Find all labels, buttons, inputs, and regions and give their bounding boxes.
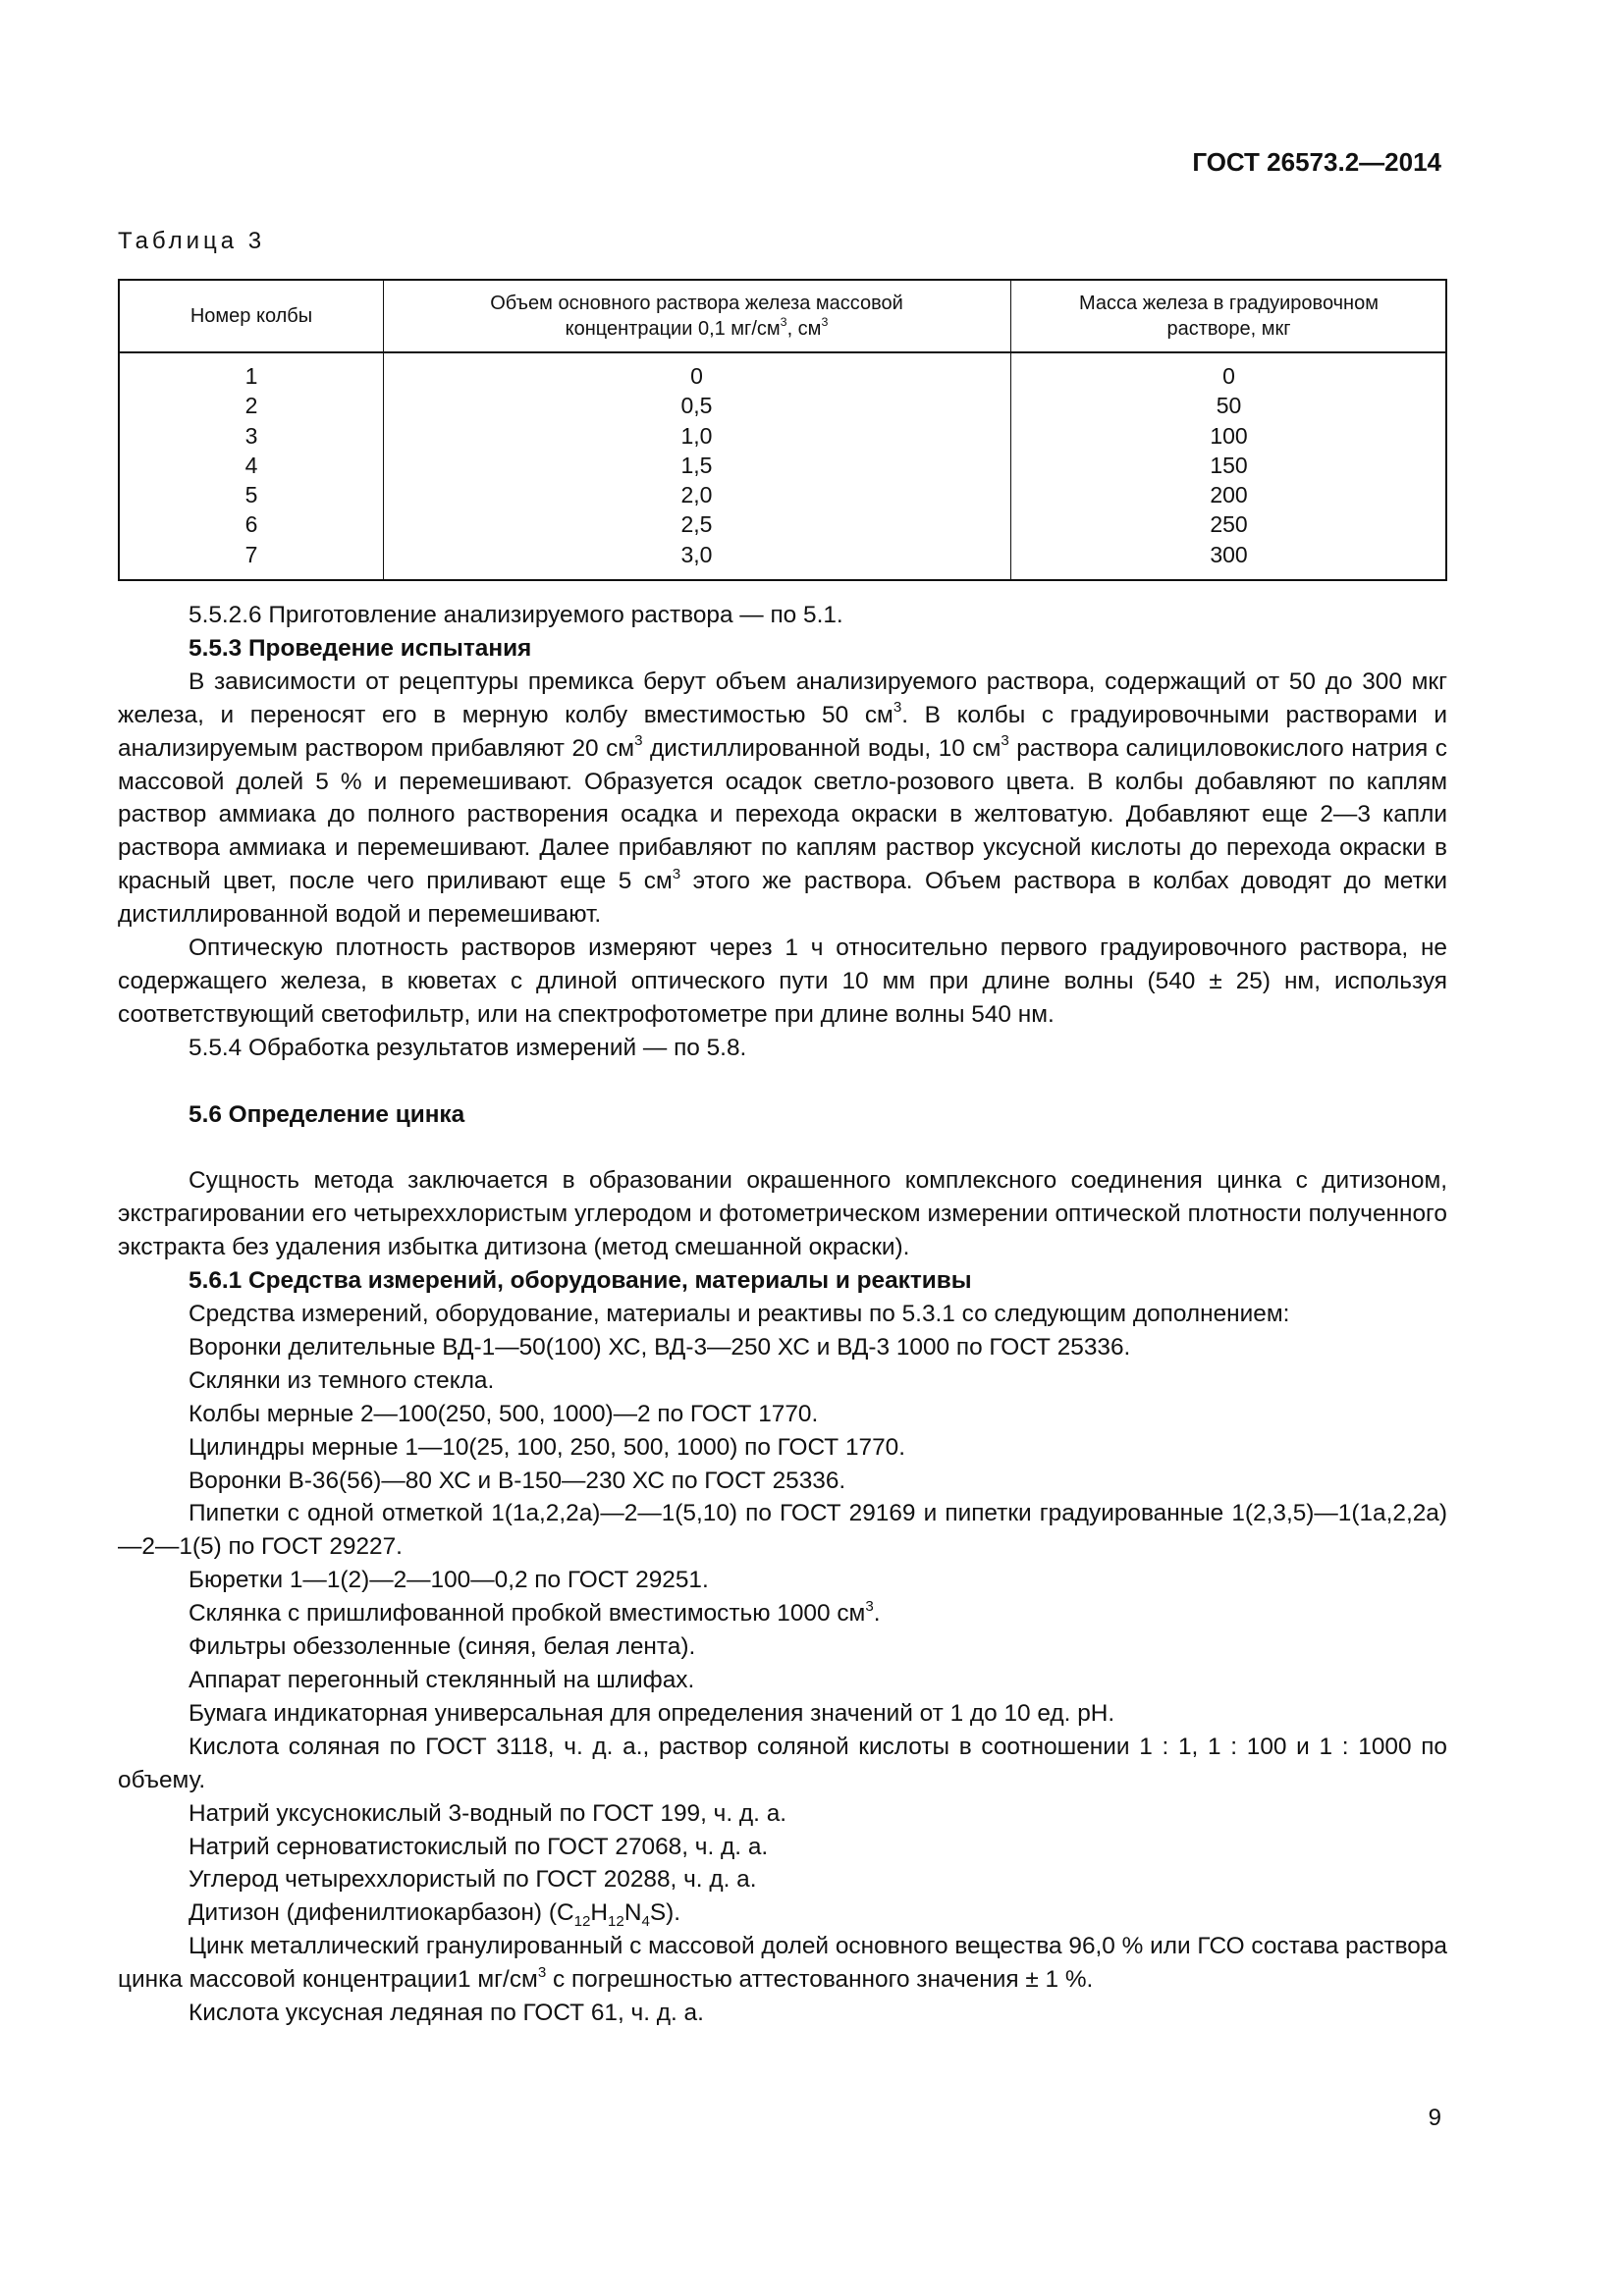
table-cell: 200	[1210, 482, 1248, 508]
table-cell: 300	[1210, 541, 1248, 567]
list-item: Средства измерений, оборудование, материалы и реактивы по 5.3.1 со следующим дополнением:	[189, 1301, 1290, 1327]
table-caption: Таблица 3	[118, 228, 266, 254]
paragraph: 5.5.2.6 Приготовление анализируемого раствора — по 5.1.	[189, 602, 843, 628]
text-span: дистиллированной воды, 10 см	[642, 734, 1001, 762]
table-cell: 2,0	[680, 482, 713, 508]
table-header-mass	[1010, 281, 1447, 351]
paragraph: В зависимости от рецептуры премикса берут объем анализируемого раствора, содержащий от 50 до 300 мкг железа, и переносят его в мерную колбу вместимостью 50 $см^3$. В колбы с градуировочными растворами и анализируемым раствором прибавляют 20 $см^3$ дистиллированной воды, 10 $см^3$ раствора салициловокислого натрия с массовой долей 5 % и перемешивают. Образуется осадок светло-розового цвета. В колбы добавляют по каплям раствор аммиака до полного растворения осадка и перехода окраски в желтоватую. Добавляют еще 2—3 капли раствора аммиака и перемешивают. Далее прибавляют по каплям раствор уксусной кислоты до перехода окраски в красный цвет, после чего приливают еще 5 $см^3$ этого же раствора. Объем раствора в колбах доводят до метки дистиллированной водой и перемешивают.	[118, 667, 1447, 929]
paragraph: Сущность метода заключается в образовании окрашенного комплексного соединения цинка с дитизоном, экстрагировании его четыреххлористым углеродом и фотометрическом измерении оптической плотности полученного экстракта без удаления избытка дитизона (метод смешанной окраски).	[118, 1167, 1447, 1261]
text-span: этого же раствора. Объем раствора в колбах доводят до метки дистиллированной водой и перемешивают.	[118, 868, 1447, 929]
header-flask-label: Номер колбы	[189, 305, 313, 327]
table-column-mass	[1010, 361, 1447, 569]
table-header-flask	[120, 281, 383, 351]
header-volume-label: Объем основного раствора железа массовой концентрации 0,1 $мг/см^3$, $см^3$	[490, 293, 903, 340]
table-header-volume	[383, 281, 1010, 351]
spacer	[118, 1131, 1447, 1164]
text-span: В зависимости от рецептуры премикса берут объем анализируемого раствора, содержащий от 50 до 300 мкг железа, и переносят его в мерную колбу вместимостью 50 см	[118, 667, 1447, 728]
text-span: . В колбы с градуировочными растворами и анализируемым раствором прибавляют 20 см	[118, 701, 1447, 762]
paragraph: 5.5.4 Обработка результатов измерений — по 5.8.	[189, 1034, 747, 1061]
list-item: Пипетки с одной отметкой 1(1а,2,2а)—2—1(5,10) по ГОСТ 29169 и пипетки градуированные 1(2,3,5)—1(1а,2,2а)—2—1(5) по ГОСТ 29227.	[118, 1500, 1447, 1561]
table-cell: 3,0	[680, 541, 713, 567]
data-table	[118, 279, 1447, 581]
table-column-volume	[383, 361, 1010, 569]
header-mass-label: Масса железа в градуировочном растворе, мкг	[1079, 293, 1379, 340]
section-heading: 5.5.3 Проведение испытания	[189, 634, 532, 662]
table-cell: 2,5	[680, 511, 713, 538]
document-header: ГОСТ 26573.2—2014	[1192, 147, 1441, 177]
table-cell: 0	[690, 363, 703, 389]
list-item: Аппарат перегонный стеклянный на шлифах.	[189, 1666, 695, 1693]
list-item: Натрий уксуснокислый 3-водный по ГОСТ 199, ч. д. а.	[189, 1799, 787, 1827]
table-cell: 250	[1210, 511, 1248, 538]
table-cell: 50	[1216, 393, 1242, 419]
table-cell: 100	[1210, 422, 1248, 449]
list-item: Натрий серноватистокислый по ГОСТ 27068, ч. д. а.	[189, 1833, 769, 1860]
page-number: 9	[1428, 2105, 1441, 2131]
list-item: Цилиндры мерные 1—10(25, 100, 250, 500, 1000) по ГОСТ 1770.	[189, 1433, 906, 1461]
text-span: раствора салициловокислого натрия с массовой долей 5 % и перемешивают. Образуется осадок светло-розового цвета. В колбы добавляют по каплям раствор аммиака до полного растворения осадка и перехода окраски в желтоватую. Добавляют еще 2—3 капли раствора аммиака и перемешивают. Далее прибавляют по каплям раствор уксусной кислоты до перехода окраски в красный цвет, после чего приливают еще 5 см	[118, 734, 1447, 895]
section-heading: 5.6 Определение цинка	[189, 1100, 465, 1128]
table-column-flask	[120, 361, 383, 569]
spacer	[118, 1065, 1447, 1098]
table-cell: 4	[244, 452, 258, 478]
list-item: Колбы мерные 2—100(250, 500, 1000)—2 по ГОСТ 1770.	[189, 1400, 819, 1427]
text-span: Дитизон (дифенилтиокарбазон) (C	[189, 1899, 574, 1927]
table-cell: 1	[244, 363, 258, 389]
table-header-divider	[120, 351, 1445, 353]
table-cell: 150	[1210, 452, 1248, 478]
list-item: Склянки из темного стекла.	[189, 1366, 495, 1394]
list-item: Воронки делительные ВД-1—50(100) ХС, ВД-3—250 ХС и ВД-3 1000 по ГОСТ 25336.	[189, 1333, 1131, 1361]
list-item: Бюретки 1—1(2)—2—100—0,2 по ГОСТ 29251.	[189, 1567, 709, 1594]
body-text	[118, 599, 1447, 2030]
table-cell: 0	[1222, 363, 1235, 389]
list-item: Углерод четыреххлористый по ГОСТ 20288, ч. д. а.	[189, 1866, 757, 1894]
table-cell: 6	[244, 511, 258, 538]
table-cell: 1,0	[680, 422, 713, 449]
list-item: Воронки В-36(56)—80 ХС и В-150—230 ХС по ГОСТ 25336.	[189, 1467, 846, 1494]
table-cell: 3	[244, 422, 258, 449]
list-item: Кислота уксусная ледяная по ГОСТ 61, ч. д. а.	[189, 2000, 704, 2027]
table-cell: 1,5	[680, 452, 713, 478]
table-cell: 2	[244, 393, 258, 419]
section-heading: 5.6.1 Средства измерений, оборудование, материалы и реактивы	[189, 1267, 972, 1295]
list-item: Дитизон (дифенилтиокарбазон) $(C_{12}H_{12}N_4S)$.	[189, 1899, 681, 1931]
list-item: Склянка с пришлифованной пробкой вместимостью 1000 $см^3$.	[189, 1597, 881, 1628]
paragraph: Оптическую плотность растворов измеряют через 1 ч относительно первого градуировочного раствора, не содержащего железа, в кюветах с длиной оптического пути 10 мм при длине волны (540 ± 25) нм, используя соответствующий светофильтр, или на спектрофотометре при длине волны 540 нм.	[118, 934, 1447, 1028]
text-span: Цинк металлический гранулированный с массовой долей основного вещества 96,0 % или ГСО состава раствора цинка массовой концентрации1 мг/см	[118, 1933, 1447, 1994]
table-cell: 7	[244, 541, 258, 567]
text-span: Склянка с пришлифованной пробкой вместимостью 1000 см	[189, 1600, 866, 1628]
list-item: Бумага индикаторная универсальная для определения значений от 1 до 10 ед. рН.	[189, 1699, 1115, 1727]
list-item: Кислота соляная по ГОСТ 3118, ч. д. а., раствор соляной кислоты в соотношении 1 : 1, 1 : 100 и 1 : 1000 по объему.	[118, 1733, 1447, 1793]
text-span: с погрешностью аттестованного значения ± 1 %.	[546, 1966, 1094, 1994]
list-item: Цинк металлический гранулированный с массовой долей основного вещества 96,0 % или ГСО состава раствора цинка массовой концентрации1 $мг/см^3$ с погрешностью аттестованного значения ± 1 %.	[118, 1933, 1447, 1994]
table-cell: 0,5	[680, 393, 713, 419]
list-item: Фильтры обеззоленные (синяя, белая лента).	[189, 1633, 696, 1661]
table-cell: 5	[244, 482, 258, 508]
